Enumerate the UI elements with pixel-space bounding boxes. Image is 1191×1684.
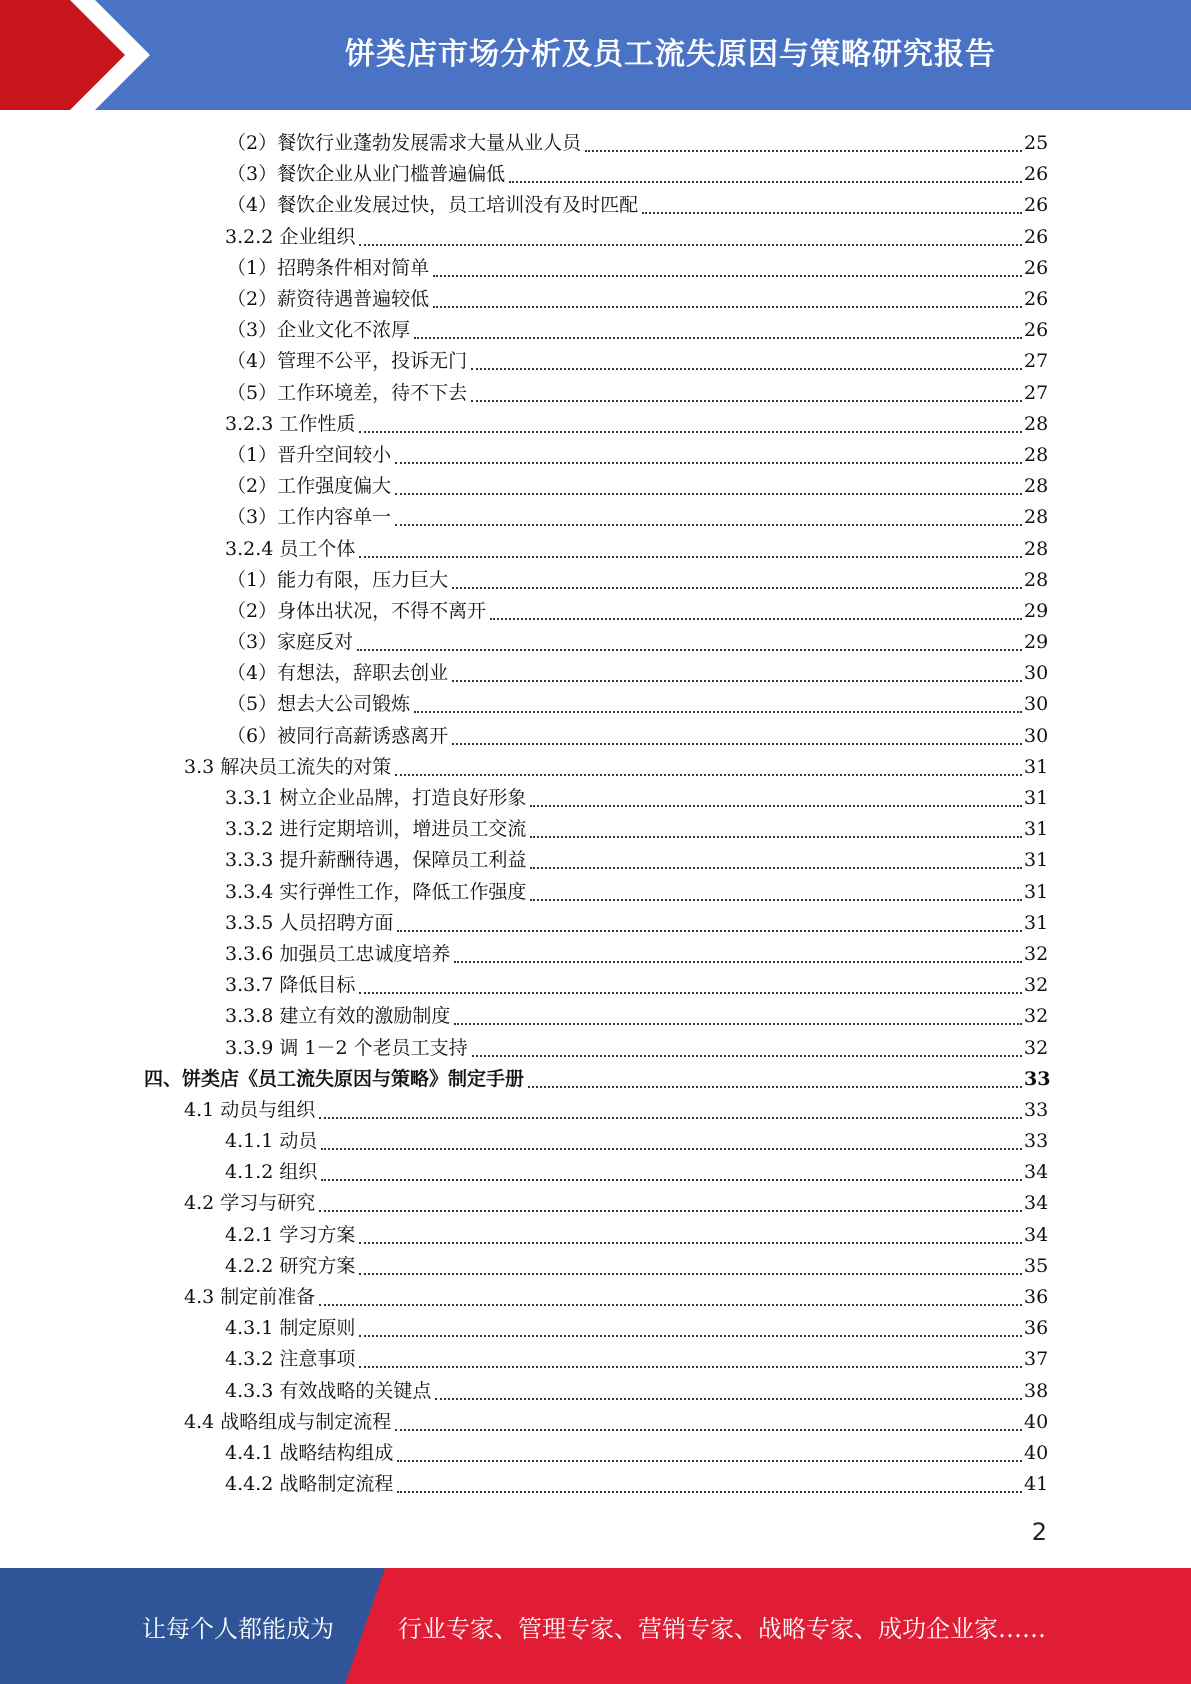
toc-entry-page: 30 [1024,724,1049,747]
footer-slogan-left: 让每个人都能成为 [142,1614,334,1643]
toc-entry[interactable] [225,1032,1049,1063]
toc-dot-leader [530,804,1022,807]
toc-entry-label: 3.3.4 实行弹性工作，降低工作强度 [225,880,527,903]
toc-entry[interactable] [225,1126,1049,1157]
toc-entry-label: 3.3.3 提升薪酬待遇，保障员工利益 [225,849,527,872]
page-header [0,0,1191,110]
toc-entry-label: 4.2 学习与研究 [184,1192,316,1215]
toc-entry-page: 31 [1024,911,1049,934]
toc-entry[interactable] [227,658,1049,689]
toc-entry-label: 3.2.4 员工个体 [225,537,356,560]
toc-dot-leader [359,991,1022,994]
toc-entry[interactable] [225,877,1049,908]
toc-dot-leader [395,492,1022,495]
toc-entry-page: 29 [1024,599,1049,622]
toc-dot-leader [395,461,1022,464]
toc-entry[interactable] [225,1220,1049,1251]
toc-entry-label: 4.4.1 战略结构组成 [225,1441,394,1464]
toc-dot-leader [471,399,1022,402]
toc-entry[interactable] [225,1157,1049,1188]
toc-entry[interactable] [227,689,1049,720]
toc-entry-label: 4.3 制定前准备 [184,1286,316,1309]
toc-entry-label: 3.3.8 建立有效的激励制度 [225,1005,451,1028]
toc-dot-leader [585,149,1022,152]
toc-entry-page: 26 [1024,288,1049,311]
toc-entry-page: 38 [1024,1379,1049,1402]
toc-entry[interactable] [225,1438,1049,1469]
toc-entry[interactable] [227,190,1049,221]
toc-entry[interactable] [227,627,1049,658]
toc-dot-leader [359,555,1022,558]
toc-entry-label: （1）晋升空间较小 [227,443,392,466]
toc-dot-leader [454,960,1022,963]
toc-entry[interactable] [184,1282,1049,1313]
toc-dot-leader [414,336,1022,339]
toc-dot-leader [472,1054,1022,1057]
toc-entry-label: （3）餐饮企业从业门槛普遍偏低 [227,163,506,186]
toc-entry[interactable] [225,1001,1049,1032]
toc-entry-label: （4）管理不公平，投诉无门 [227,350,468,373]
toc-entry-page: 28 [1024,443,1049,466]
toc-entry-page: 36 [1024,1286,1049,1309]
toc-entry-label: 4.3.3 有效战略的关键点 [225,1379,432,1402]
toc-entry-label: 4.3.2 注意事项 [225,1348,356,1371]
toc-entry-page: 33 [1024,1067,1051,1090]
toc-dot-leader [452,679,1022,682]
toc-entry[interactable] [227,253,1049,284]
toc-entry[interactable] [225,845,1049,876]
toc-entry[interactable] [184,752,1049,783]
toc-entry-page: 28 [1024,568,1049,591]
toc-dot-leader [397,1490,1022,1493]
toc-dot-leader [471,367,1022,370]
toc-entry-page: 28 [1024,412,1049,435]
toc-dot-leader [530,898,1022,901]
toc-dot-leader [454,1022,1022,1025]
toc-dot-leader [359,430,1022,433]
toc-dot-leader [359,1365,1022,1368]
toc-dot-leader [397,929,1022,932]
toc-entry-label: 4.1 动员与组织 [184,1098,316,1121]
page-footer [0,1568,1191,1684]
toc-dot-leader [319,1209,1022,1212]
toc-dot-leader [359,243,1022,246]
toc-entry-page: 29 [1024,631,1049,654]
toc-entry-page: 28 [1024,506,1049,529]
toc-dot-leader [528,1085,1022,1088]
toc-entry-page: 32 [1024,1036,1049,1059]
toc-dot-leader [433,274,1022,277]
toc-entry-page: 26 [1024,256,1049,279]
toc-entry-page: 31 [1024,755,1049,778]
toc-entry[interactable] [225,1313,1049,1344]
toc-entry[interactable] [227,128,1049,159]
toc-entry-page: 31 [1024,880,1049,903]
toc-entry[interactable] [227,346,1049,377]
toc-entry[interactable] [225,1251,1049,1282]
toc-entry-page: 26 [1024,163,1049,186]
toc-entry[interactable] [225,222,1049,253]
toc-entry-page: 40 [1024,1410,1049,1433]
toc-entry[interactable] [225,908,1049,939]
toc-entry-label: 4.2.2 研究方案 [225,1254,356,1277]
footer-slogan-right: 行业专家、管理专家、营销专家、战略专家、成功企业家…… [398,1614,1046,1643]
toc-entry-label: 3.2.2 企业组织 [225,225,356,248]
toc-entry-label: （5）工作环境差，待不下去 [227,381,468,404]
toc-entry[interactable] [227,159,1049,190]
toc-entry-label: 4.4.2 战略制定流程 [225,1473,394,1496]
toc-dot-leader [395,523,1022,526]
toc-entry-page: 41 [1024,1473,1049,1496]
toc-entry-page: 27 [1024,350,1049,373]
toc-entry-page: 31 [1024,787,1049,810]
toc-entry[interactable] [225,970,1049,1001]
toc-dot-leader [452,586,1022,589]
toc-entry[interactable] [225,939,1049,970]
toc-dot-leader [435,1397,1022,1400]
toc-entry[interactable] [225,814,1049,845]
toc-entry-label: （4）有想法，辞职去创业 [227,662,449,685]
toc-entry-label: 3.3.2 进行定期培训，增进员工交流 [225,818,527,841]
toc-dot-leader [395,773,1022,776]
toc-entry[interactable] [184,1407,1049,1438]
toc-dot-leader [530,866,1022,869]
toc-dot-leader [642,211,1022,214]
toc-entry-page: 37 [1024,1348,1049,1371]
toc-dot-leader [359,1334,1022,1337]
toc-entry-label: （2）身体出状况，不得不离开 [227,599,487,622]
toc-entry-label: （2）工作强度偏大 [227,475,392,498]
toc-entry-page: 27 [1024,381,1049,404]
toc-entry[interactable] [227,440,1049,471]
toc-entry-label: （2）餐饮行业蓬勃发展需求大量从业人员 [227,132,582,155]
toc-entry-page: 28 [1024,537,1049,560]
toc-entry-label: 3.3 解决员工流失的对策 [184,755,392,778]
toc-entry[interactable] [225,1344,1049,1375]
toc-entry[interactable] [225,1376,1049,1407]
toc-entry-page: 26 [1024,225,1049,248]
toc-entry-label: 3.3.9 调 1－2 个老员工支持 [225,1036,468,1059]
toc-entry-label: 4.2.1 学习方案 [225,1223,356,1246]
toc-entry-page: 35 [1024,1254,1049,1277]
toc-dot-leader [395,1428,1022,1431]
toc-entry-page: 33 [1024,1130,1049,1153]
toc-dot-leader [319,1116,1022,1119]
toc-dot-leader [359,1272,1022,1275]
toc-dot-leader [359,1241,1022,1244]
header-arrow-icon [0,0,138,110]
toc-entry-label: （5）想去大公司锻炼 [227,693,411,716]
toc-dot-leader [414,710,1022,713]
toc-entry-page: 31 [1024,849,1049,872]
toc-dot-leader [321,1147,1022,1150]
toc-entry-label: 四、饼类店《员工流失原因与策略》制定手册 [144,1067,525,1090]
toc-entry-page: 30 [1024,662,1049,685]
page-number: 2 [1031,1518,1047,1546]
toc-entry-page: 28 [1024,475,1049,498]
toc-entry[interactable] [184,1188,1049,1219]
toc-dot-leader [433,305,1022,308]
toc-entry-page: 40 [1024,1441,1049,1464]
toc-entry[interactable] [227,721,1049,752]
toc-dot-leader [509,180,1022,183]
toc-entry[interactable] [227,284,1049,315]
toc-entry-label: 3.3.1 树立企业品牌，打造良好形象 [225,787,527,810]
toc-entry-label: （3）工作内容单一 [227,506,392,529]
toc-entry-page: 26 [1024,194,1049,217]
toc-dot-leader [321,1178,1022,1181]
toc-dot-leader [319,1303,1022,1306]
toc-dot-leader [452,742,1022,745]
toc-entry[interactable] [227,502,1049,533]
toc-entry-page: 32 [1024,1005,1049,1028]
toc-entry-page: 34 [1024,1161,1049,1184]
toc-entry-label: 3.3.6 加强员工忠诚度培养 [225,942,451,965]
toc-entry[interactable] [227,315,1049,346]
toc-entry-page: 31 [1024,818,1049,841]
toc-entry-label: （2）薪资待遇普遍较低 [227,288,430,311]
toc-entry[interactable] [184,1095,1049,1126]
toc-entry-label: （1）能力有限，压力巨大 [227,568,449,591]
toc-entry[interactable] [225,1469,1049,1500]
toc-entry-label: 4.4 战略组成与制定流程 [184,1410,392,1433]
toc-entry-label: （1）招聘条件相对简单 [227,256,430,279]
toc-entry-page: 34 [1024,1192,1049,1215]
toc-entry-label: 3.3.7 降低目标 [225,974,356,997]
toc-entry-page: 33 [1024,1098,1049,1121]
toc-entry-page: 26 [1024,319,1049,342]
toc-entry-label: 4.3.1 制定原则 [225,1317,356,1340]
toc-entry[interactable] [227,471,1049,502]
toc-entry[interactable] [144,1064,1051,1095]
toc-entry-page: 34 [1024,1223,1049,1246]
toc-dot-leader [397,1459,1022,1462]
toc-entry[interactable] [225,783,1049,814]
toc-entry-page: 30 [1024,693,1049,716]
toc-entry[interactable] [225,533,1049,564]
toc-entry-label: （4）餐饮企业发展过快，员工培训没有及时匹配 [227,194,639,217]
toc-entry-label: 4.1.1 动员 [225,1130,318,1153]
toc-entry[interactable] [227,596,1049,627]
toc-dot-leader [530,835,1022,838]
toc-entry-label: （3）企业文化不浓厚 [227,319,411,342]
toc-entry-label: （3）家庭反对 [227,631,354,654]
report-title: 饼类店市场分析及员工流失原因与策略研究报告 [345,37,996,72]
toc-entry-page: 32 [1024,974,1049,997]
toc-entry-page: 32 [1024,942,1049,965]
toc-entry-page: 36 [1024,1317,1049,1340]
toc-entry[interactable] [227,565,1049,596]
table-of-contents [0,128,1191,1500]
toc-entry-label: （6）被同行高薪诱惑离开 [227,724,449,747]
toc-entry-label: 3.2.3 工作性质 [225,412,356,435]
toc-dot-leader [490,617,1022,620]
toc-dot-leader [357,648,1022,651]
toc-entry[interactable] [225,409,1049,440]
toc-entry-page: 25 [1024,132,1049,155]
toc-entry[interactable] [227,378,1049,409]
toc-entry-label: 4.1.2 组织 [225,1161,318,1184]
toc-entry-label: 3.3.5 人员招聘方面 [225,911,394,934]
